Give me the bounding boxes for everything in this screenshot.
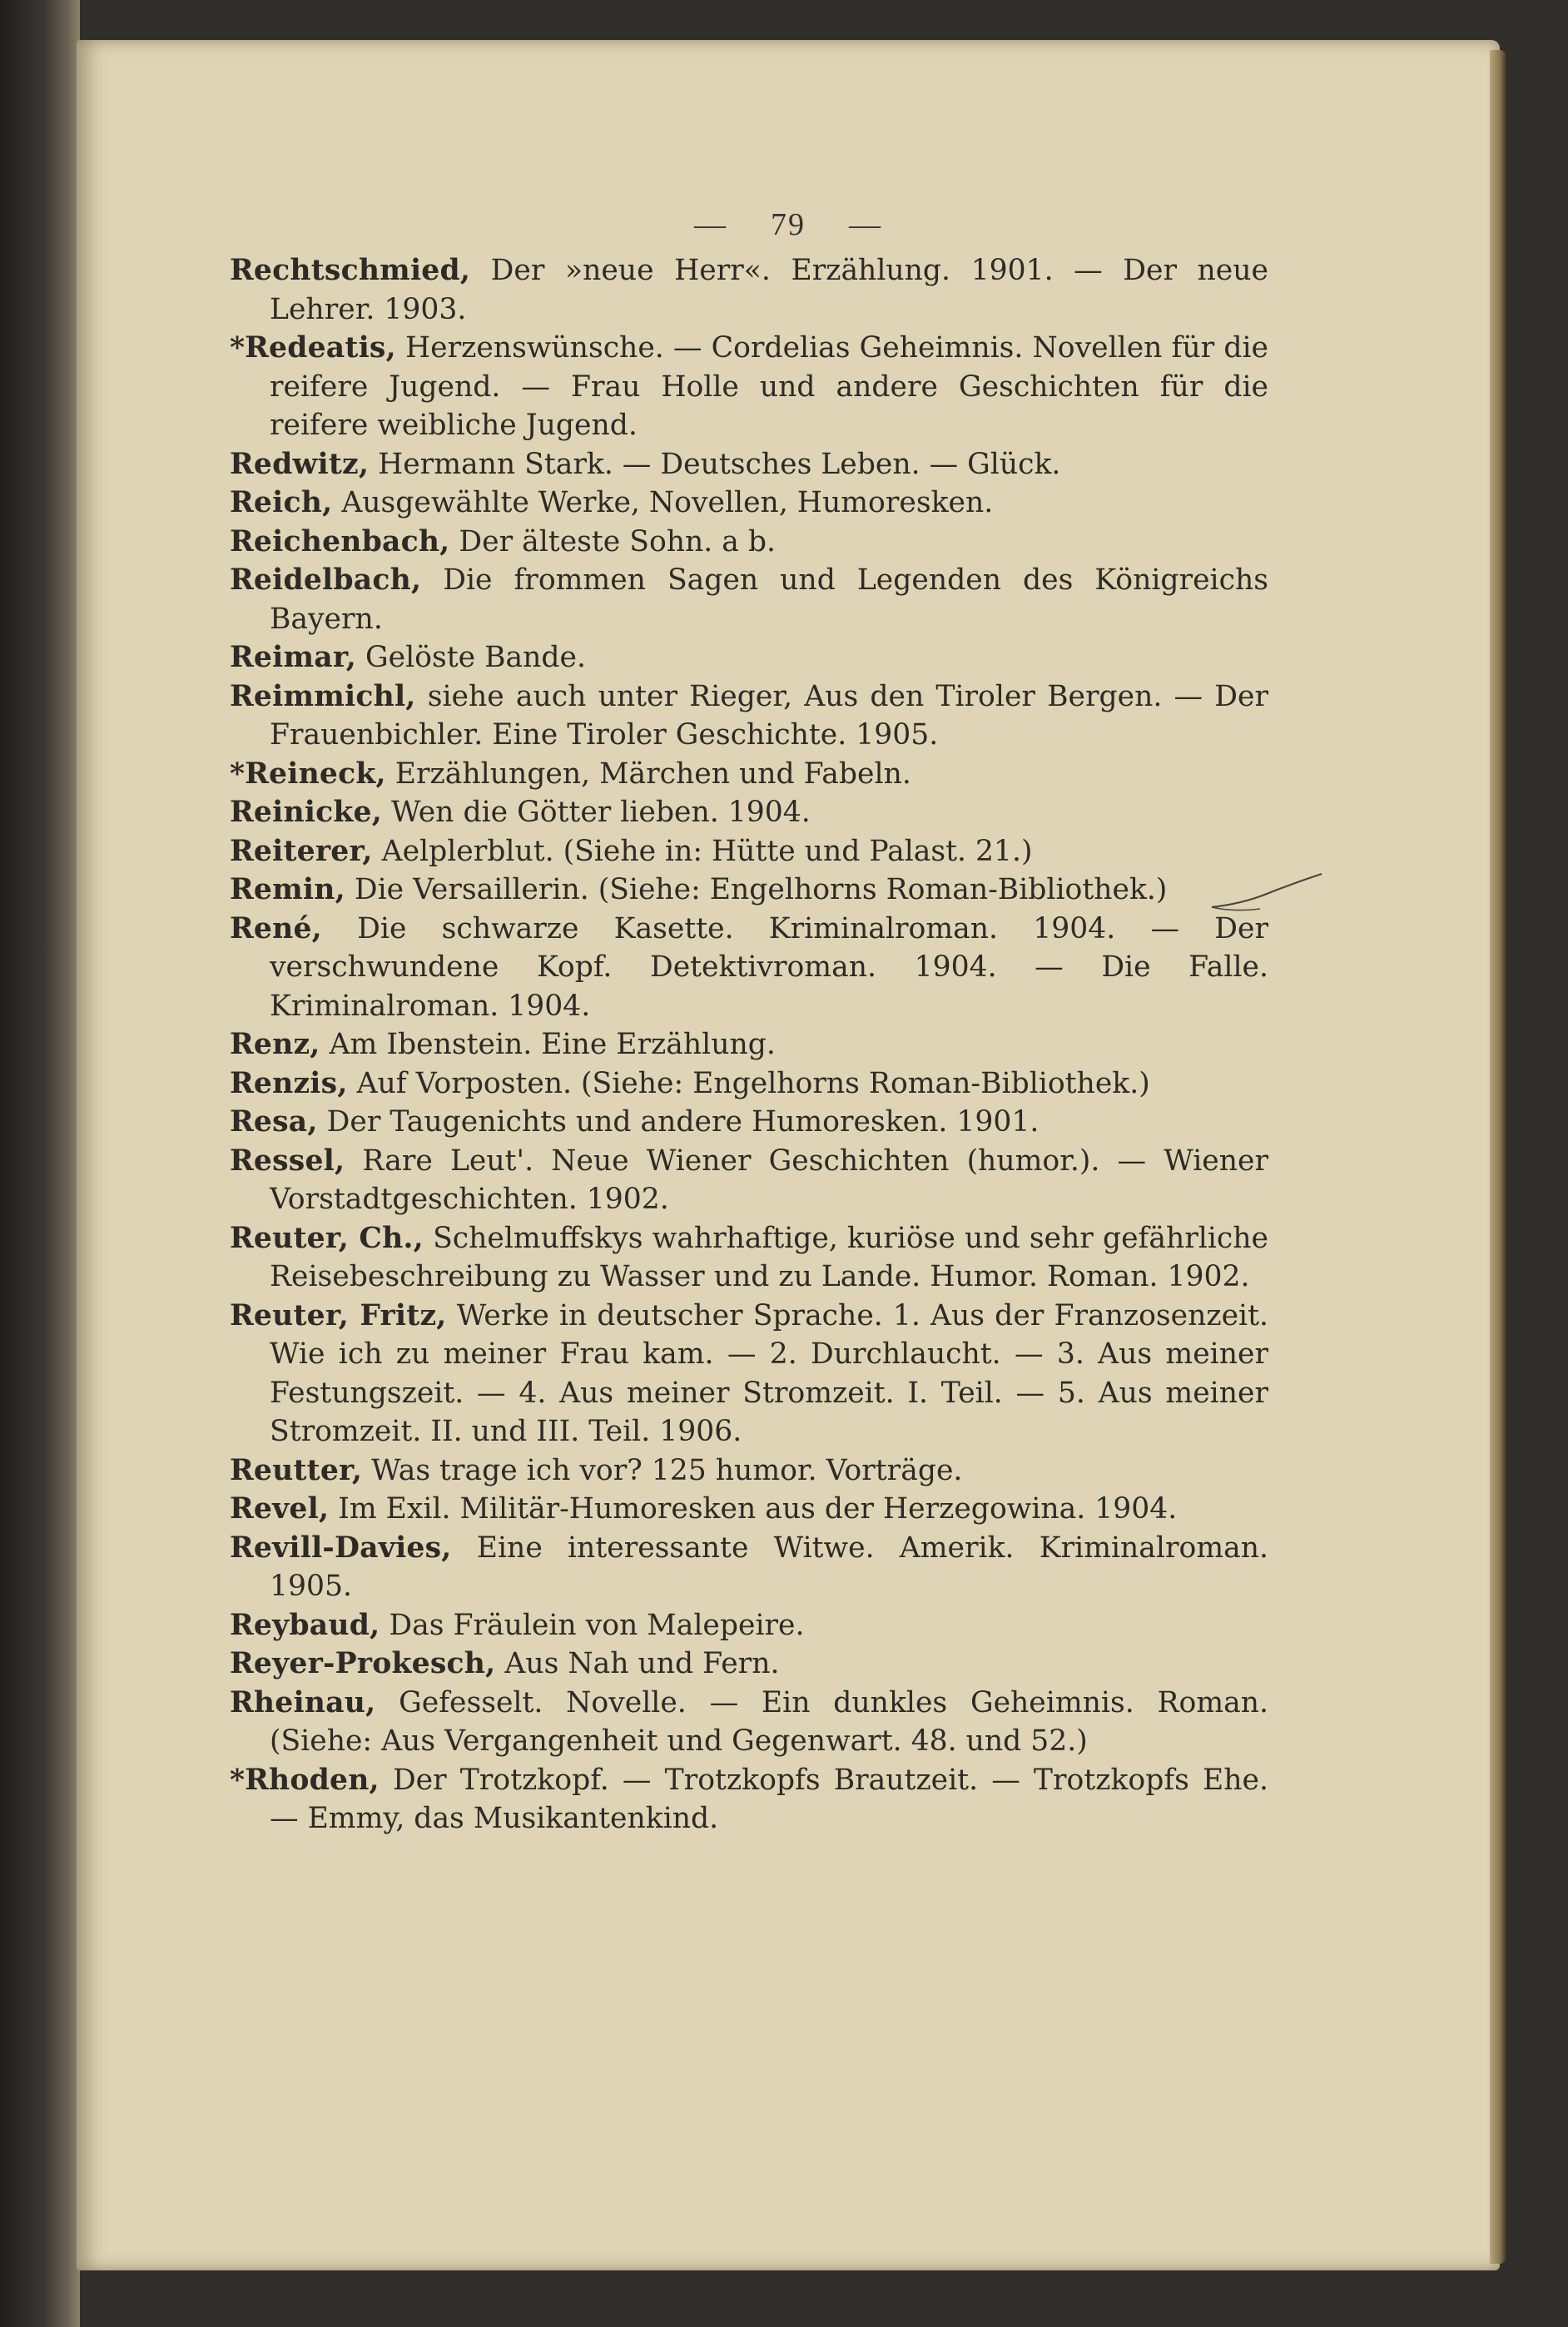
- book-spine-shadow: [0, 0, 80, 2327]
- entry-author-name: Resa,: [230, 1105, 318, 1139]
- entry-author-name: Reuter, Fritz,: [230, 1298, 447, 1332]
- entry-titles: Werke in deutscher Sprache. 1. Aus der Franzosenzeit. Wie ich zu meiner Frau kam. — 2. Durchlaucht. — 3. Aus meiner Festungszeit. — 4. Aus meiner Stromzeit. I. Teil. — 5. Aus meiner Stromzeit. II. und III. Teil. 1906.: [270, 1298, 1268, 1448]
- index-entry: [230, 1684, 1268, 1761]
- entry-author-name: Rhoden,: [245, 1763, 380, 1797]
- entry-author-name: Redeatis,: [245, 331, 396, 365]
- index-entry: [230, 1142, 1268, 1219]
- entry-titles: Aelplerblut. (Siehe in: Hütte und Palast. 21.): [381, 834, 1033, 868]
- index-entry: [230, 1103, 1268, 1142]
- index-entry: [230, 910, 1268, 1026]
- page-number: [77, 206, 1500, 243]
- entry-author-name: Reidelbach,: [230, 563, 422, 597]
- entry-titles: Gefesselt. Novelle. — Ein dunkles Geheimnis. Roman. (Siehe: Aus Vergangenheit und Gegenwart. 48. und 52.): [270, 1685, 1268, 1758]
- index-entry: [230, 871, 1268, 910]
- entry-author-name: Reinicke,: [230, 796, 382, 829]
- entry-star-marker: *: [230, 331, 246, 365]
- entry-titles: Aus Nah und Fern.: [504, 1647, 780, 1680]
- index-entry: [230, 561, 1268, 638]
- index-entry: [230, 1025, 1268, 1064]
- page-number-value: 79: [771, 207, 806, 242]
- page-number-dash-right: —: [849, 207, 882, 242]
- index-entry: [230, 638, 1268, 677]
- index-entry: [230, 329, 1268, 445]
- entry-titles: Der »neue Herr«. Erzählung. 1901. — Der neue Lehrer. 1903.: [270, 254, 1268, 326]
- entry-author-name: Reiterer,: [230, 834, 373, 868]
- entry-titles: Herzenswünsche. — Cordelias Geheimnis. Novellen für die reifere Jugend. — Frau Holle und andere Geschichten für die reifere weibliche Jugend.: [270, 331, 1268, 442]
- index-entry: [230, 832, 1268, 871]
- entry-titles: Die Versaillerin. (Siehe: Engelhorns Roman-Bibliothek.): [354, 873, 1168, 906]
- entry-author-name: Redwitz,: [230, 447, 370, 481]
- entry-author-name: Revill-Davies,: [230, 1531, 452, 1565]
- entry-titles: Wen die Götter lieben. 1904.: [391, 796, 811, 829]
- index-entry: [230, 523, 1268, 562]
- entry-titles: Rare Leut'. Neue Wiener Geschichten (humor.). — Wiener Vorstadtgeschichten. 1902.: [270, 1144, 1268, 1216]
- entry-titles: Im Exil. Militär-Humoresken aus der Herzegowina. 1904.: [338, 1492, 1178, 1526]
- entry-author-name: Rheinau,: [230, 1685, 376, 1719]
- entry-titles: Was trage ich vor? 125 humor. Vorträge.: [371, 1453, 963, 1487]
- entry-author-name: Reybaud,: [230, 1608, 380, 1642]
- entry-titles: Der Trotzkopf. — Trotzkopfs Brautzeit. — Trotzkopfs Ehe. — Emmy, das Musikantenkind.: [270, 1763, 1268, 1835]
- index-entry: [230, 1761, 1268, 1838]
- entry-author-name: Renzis,: [230, 1066, 348, 1100]
- index-entry: [230, 677, 1268, 755]
- entry-titles: Gelöste Bande.: [365, 641, 586, 674]
- index-entry: [230, 1219, 1268, 1297]
- entry-author-name: Reyer-Prokesch,: [230, 1647, 496, 1680]
- index-entry: [230, 793, 1268, 832]
- page-number-dash-left: —: [694, 207, 727, 242]
- author-index-list: [230, 251, 1268, 1838]
- entry-author-name: Reineck,: [245, 757, 386, 791]
- entry-author-name: Reichenbach,: [230, 524, 450, 558]
- entry-star-marker: *: [230, 1763, 246, 1797]
- entry-titles: siehe auch unter Rieger, Aus den Tiroler Bergen. — Der Frauenbichler. Eine Tiroler Geschichte. 1905.: [270, 679, 1268, 752]
- entry-author-name: Reutter,: [230, 1453, 363, 1487]
- index-entry: [230, 1297, 1268, 1451]
- entry-titles: Erzählungen, Märchen und Fabeln.: [394, 757, 911, 791]
- entry-author-name: Rechtschmied,: [230, 254, 471, 287]
- index-entry: [230, 251, 1268, 329]
- index-entry: [230, 1606, 1268, 1645]
- entry-titles: Hermann Stark. — Deutsches Leben. — Glück.: [378, 447, 1061, 481]
- index-entry: [230, 445, 1268, 484]
- entry-titles: Der Taugenichts und andere Humoresken. 1901.: [326, 1105, 1040, 1139]
- entry-author-name: Reuter, Ch.,: [230, 1221, 424, 1255]
- index-entry: [230, 484, 1268, 523]
- entry-titles: Auf Vorposten. (Siehe: Engelhorns Roman-Bibliothek.): [356, 1066, 1150, 1100]
- entry-author-name: Remin,: [230, 873, 345, 906]
- index-entry: [230, 755, 1268, 794]
- entry-titles: Am Ibenstein. Eine Erzählung.: [329, 1028, 776, 1061]
- index-entry: [230, 1645, 1268, 1684]
- index-entry: [230, 1490, 1268, 1529]
- index-entry: [230, 1451, 1268, 1491]
- entry-titles: Die schwarze Kasette. Kriminalroman. 1904. — Der verschwundene Kopf. Detektivroman. 1904. — Die Falle. Kriminalroman. 1904.: [270, 911, 1268, 1023]
- page-right-edge: [1490, 50, 1506, 2264]
- entry-author-name: Reimar,: [230, 641, 357, 674]
- entry-titles: Der älteste Sohn. a b.: [459, 524, 777, 558]
- entry-titles: Das Fräulein von Malepeire.: [389, 1608, 805, 1642]
- entry-titles: Ausgewählte Werke, Novellen, Humoresken.: [341, 486, 994, 519]
- index-entry: [230, 1064, 1268, 1104]
- entry-author-name: René,: [230, 911, 322, 945]
- entry-titles: Eine interessante Witwe. Amerik. Kriminalroman. 1905.: [270, 1531, 1268, 1603]
- index-entry: [230, 1529, 1268, 1606]
- entry-author-name: Reich,: [230, 486, 333, 519]
- entry-titles: Die frommen Sagen und Legenden des Königreichs Bayern.: [270, 563, 1268, 636]
- entry-author-name: Ressel,: [230, 1144, 345, 1178]
- entry-author-name: Revel,: [230, 1492, 330, 1526]
- pencil-mark-icon: [1208, 871, 1325, 920]
- entry-author-name: Reimmichl,: [230, 679, 416, 713]
- entry-author-name: Renz,: [230, 1028, 320, 1061]
- entry-titles: Schelmuffskys wahrhaftige, kuriöse und sehr gefährliche Reisebeschreibung zu Wasser und zu Lande. Humor. Roman. 1902.: [270, 1221, 1268, 1293]
- entry-star-marker: *: [230, 757, 246, 791]
